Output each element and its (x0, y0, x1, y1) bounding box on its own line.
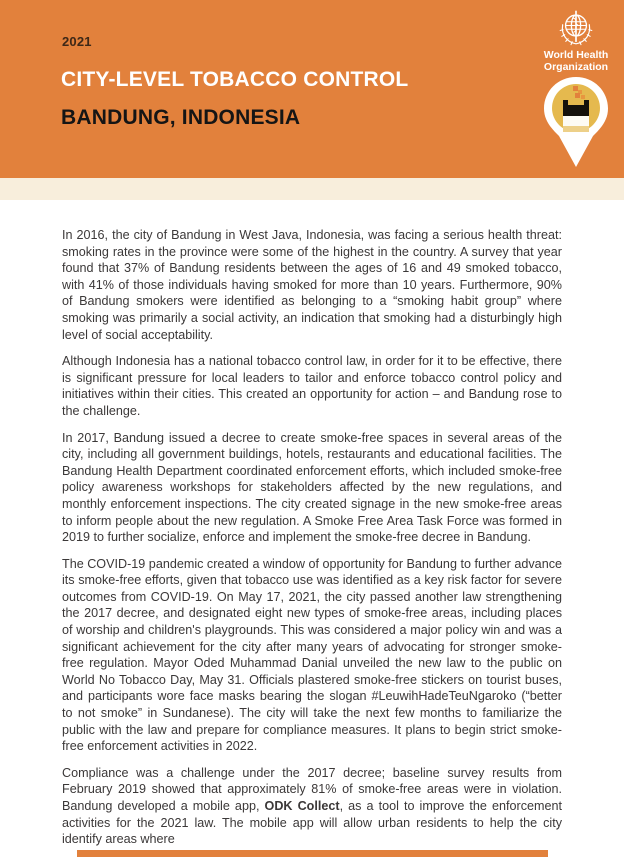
who-logo-line1: World Health (543, 49, 609, 61)
location-pin-icon (542, 76, 610, 168)
paragraph-1: In 2016, the city of Bandung in West Java, Indonesia, was facing a serious health threat: smoking rates in the province were some of the highest in the country. A survey that year found that 37% of Bandung residents between the ages of 16 and 49 smoked tobacco, with 41% of those individuals having smoked for more than 10 years. Furthermore, 90% of Bandung smokers were identified as belonging to a “smoking habit group” where smoking was primarily a social activity, an indication that smoking had a disturbingly high level of social acceptability. (62, 228, 562, 342)
paragraph-3: In 2017, Bandung issued a decree to create smoke-free spaces in several areas of the city, including all government buildings, hotels, restaurants and educational facilities. The Bandung Health Department coordinated enforcement efforts, which included smoke-free policy awareness workshops for stakeholders affected by the new regulations, and monthly enforcement inspections. The city created signage in the new smoke-free areas to inform people about the new regulation. A Smoke Free Area Task Force was formed in 2019 to further socialize, enforce and implement the smoke-free decree in Bandung. (62, 430, 562, 545)
page-title: CITY-LEVEL TOBACCO CONTROL (61, 68, 409, 91)
who-logo (534, 8, 618, 73)
next-section-strip (77, 850, 548, 857)
who-logo-text (544, 50, 609, 73)
document-body (62, 227, 562, 858)
who-emblem-icon (556, 8, 596, 48)
paragraph-4: The COVID-19 pandemic created a window of opportunity for Bandung to further advance its smoke-free efforts, given that tobacco use was identified as a key risk factor for severe outcomes from COVID-19. On May 17, 2021, the city passed another law strengthening the 2017 decree, and designated eight new types of smoke-free areas, including places of worship and children's playgrounds. This was considered a major policy win and was a significant achievement for the city after many years of advocating for stronger smoke-free regulation. Mayor Oded Muhammad Danial unveiled the new law to the public on World No Tobacco Day, May 31. Officials plastered smoke-free stickers on tourist buses, and participants wore face masks bearing the slogan #LeuwihHadeTeuNgaroko (“better to not smoke” in Sundanese). The city will take the next few months to familiarize the public with the law and prepare for compliance measures. It plans to begin strict smoke-free enforcement activities in 2022. (62, 556, 562, 754)
header-band (0, 0, 624, 178)
page-subtitle: BANDUNG, INDONESIA (61, 106, 301, 129)
paragraph-5: Compliance was a challenge under the 2017 decree; baseline survey results from February 2019 showed that approximately 81% of smoke-free areas were in violation. Bandung developed a mobile app, ODK Collect, as a tool to improve the enforcement activities for the 2021 law. The mobile app will allow urban residents to help the city identify areas where (62, 765, 562, 847)
accent-band (0, 178, 624, 200)
year-label: 2021 (62, 34, 92, 49)
who-logo-line2: Organization (543, 60, 609, 73)
paragraph-2: Although Indonesia has a national tobacco control law, in order for it to be effective, there is significant pressure for local leaders to tailor and enforce tobacco control policy and initiatives within their cities. This created an opportunity for action – and Bandung rose to the challenge. (62, 354, 562, 418)
